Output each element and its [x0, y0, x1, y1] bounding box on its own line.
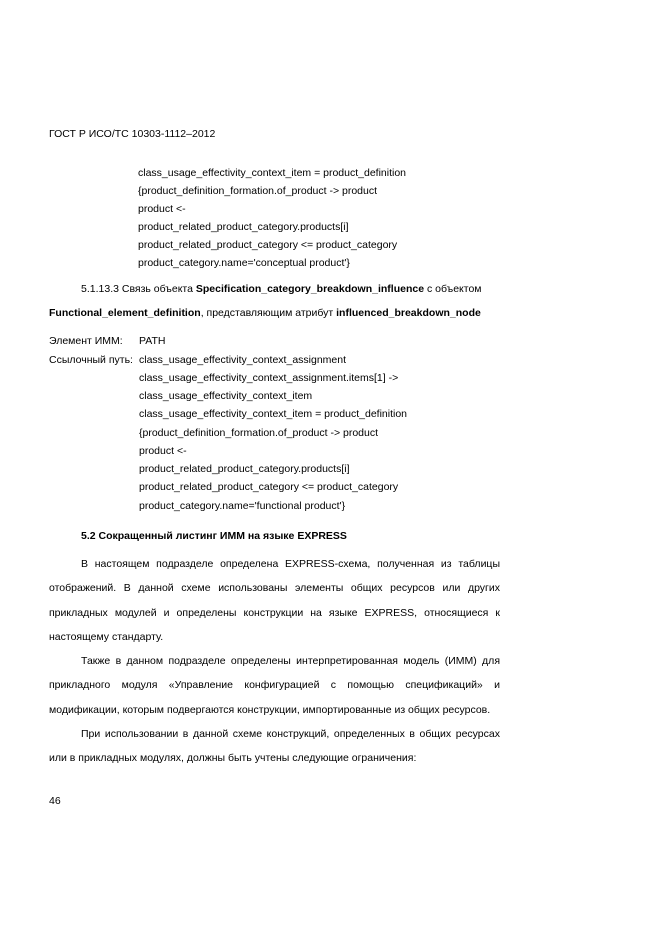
section-heading-5-2: 5.2 Сокращенный листинг ИММ на языке EXPRESS	[81, 530, 347, 542]
path-line: product_related_product_category <= product_category	[138, 239, 398, 251]
attribute-name: influenced_breakdown_node	[336, 307, 481, 319]
entity-name: Functional_element_definition	[49, 307, 201, 319]
section-text: , представляющим атрибут	[200, 307, 334, 319]
path-line: class_usage_effectivity_context_assignment	[139, 354, 347, 366]
path-line: class_usage_effectivity_context_item	[139, 390, 313, 402]
path-line: class_usage_effectivity_context_assignment.items[1] ->	[139, 372, 399, 384]
section-text: Связь объекта	[121, 283, 193, 295]
page-number: 46	[49, 795, 61, 807]
aim-element-value: PATH	[139, 335, 166, 347]
path-line: product <-	[139, 445, 187, 457]
reference-path-label: Ссылочный путь:	[49, 354, 133, 366]
section-heading-continuation	[49, 307, 481, 319]
path-line: product_related_product_category.products[i]	[138, 221, 349, 233]
path-line: {product_definition_formation.of_product -> product	[139, 427, 379, 439]
aim-element-label: Элемент ИММ:	[49, 335, 123, 347]
path-line: class_usage_effectivity_context_item = product_definition	[138, 167, 407, 179]
path-line: product_related_product_category.products[i]	[139, 463, 350, 475]
path-line: product_category.name='conceptual product'}	[138, 257, 350, 269]
paragraph: В настоящем подразделе определена EXPRESS-схема, полученная из таблицы отображений. В данной схеме использованы элементы общих ресурсов или других прикладных модулей и определены конструкции на языке EXPRESS, относящиеся к настоящему стандарту.	[49, 558, 500, 643]
document-header: ГОСТ Р ИСО/ТС 10303-1112–2012	[49, 128, 216, 140]
paragraph: Также в данном подразделе определены интерпретированная модель (ИММ) для прикладного модуля «Управление конфигурацией с помощью спецификаций» и модификации, которым подвергаются конструкции, импортированные из общих ресурсов.	[49, 655, 500, 716]
path-line: {product_definition_formation.of_product -> product	[138, 185, 378, 197]
path-line: product_related_product_category <= product_category	[139, 481, 399, 493]
section-heading-5-1-13-3	[81, 283, 482, 295]
paragraph: При использовании в данной схеме конструкций, определенных в общих ресурсах или в прикладных модулях, должны быть учтены следующие ограничения:	[49, 728, 500, 765]
path-line: class_usage_effectivity_context_item = product_definition	[139, 408, 408, 420]
section-text: с объектом	[426, 283, 482, 295]
entity-name: Specification_category_breakdown_influence	[195, 283, 425, 295]
path-line: product <-	[138, 203, 186, 215]
section-number: 5.1.13.3	[81, 283, 119, 295]
path-line: product_category.name='functional product'}	[139, 500, 346, 512]
